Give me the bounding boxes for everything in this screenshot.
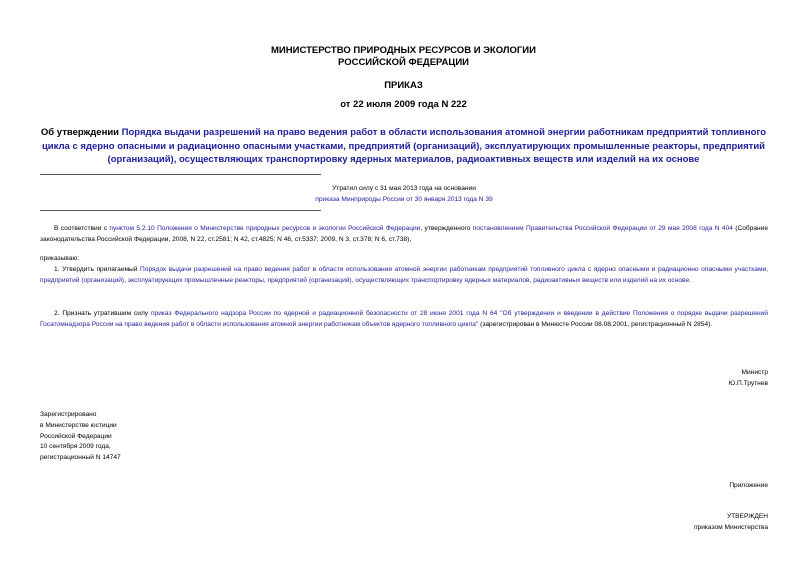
order-word: приказываю: xyxy=(40,255,80,262)
doc-date: от 22 июля 2009 года N 222 xyxy=(340,99,467,110)
status-note xyxy=(40,184,768,206)
title-link[interactable]: Порядка выдачи разрешений на право ведения работ в области использования атомной энергии работникам предприятий топливного цикла с ядерно опасными и радиационно опасными участками, предприятий (организаций), эксплуатирующих промышленные реакторы, предприятий (организаций), осуществляющих транспортировку ядерных материалов, радиоактивных веществ или изделий на их основе xyxy=(41,127,767,165)
preamble-link-1[interactable]: пунктом 5.2.10 Положения о Министерстве природных ресурсов и экологии Российской Федерации xyxy=(109,225,421,232)
order-item-2 xyxy=(40,309,768,331)
ministry-line-1: МИНИСТЕРСТВО ПРИРОДНЫХ РЕСУРСОВ И ЭКОЛОГИИ xyxy=(271,45,536,56)
signature-block xyxy=(729,368,768,390)
registration-line: Зарегистрировано xyxy=(40,411,97,418)
approved-by-order: приказом Министерства xyxy=(693,524,768,531)
preamble-link-2[interactable]: постановлением Правительства Российской Федерации от 29 мая 2008 года N 404 xyxy=(472,225,733,232)
signature-position: Министр xyxy=(741,369,768,376)
divider-bottom xyxy=(40,210,321,211)
approved-label: УТВЕРЖДЕН xyxy=(726,513,768,520)
item1-link[interactable]: Порядок выдачи разрешений на право ведения работ в области использования атомной энергии работникам предприятий топливного цикла с ядерно опасными и радиационно опасными участками, предприятий (организаций), эксплуатирующих промышленные реакторы, предприятий (организаций), осуществляющих транспортировку ядерных материалов, радиоактивных веществ или изделий на их основе xyxy=(40,266,768,284)
status-line: Утратил силу с 31 мая 2013 года на основании xyxy=(332,185,476,192)
ministry-heading xyxy=(0,45,807,68)
preamble xyxy=(40,224,768,246)
appendix-label: Приложение xyxy=(729,482,768,489)
signature-name: Ю.П.Трутнев xyxy=(728,379,768,387)
registration-line: Российской Федерации xyxy=(40,432,112,440)
item2-text-1: 2. Признать утратившим силу xyxy=(54,310,151,317)
item1-text-1: 1. Утвердить прилагаемый xyxy=(54,266,141,273)
registration-line: в Министерстве юстиции xyxy=(40,421,117,429)
status-link[interactable]: приказа Минприроды России от 30 января 2013 года N 39 xyxy=(315,195,493,203)
doc-type: ПРИКАЗ xyxy=(384,80,423,91)
registration-line: 10 сентября 2009 года, xyxy=(40,443,111,451)
registration-block xyxy=(40,410,121,464)
preamble-text-3: (Собрание законодательства Российской Федерации, 2008, N 22, ст.2581; N 42, ст.4825; N 46, ст.5337; 2009, N 3, ст.378; N 6, ст.738), xyxy=(40,225,768,243)
preamble-text-2: , утвержденного xyxy=(420,225,473,232)
order-item-1 xyxy=(40,265,768,287)
preamble-text-1: В соответствии с xyxy=(54,225,110,232)
item2-text-2: (зарегистрирован в Минюсте России 08.08.2001, регистрационный N 2854). xyxy=(478,320,713,328)
registration-line: регистрационный N 14747 xyxy=(40,454,121,462)
document-title xyxy=(40,126,767,167)
divider-top xyxy=(40,174,321,175)
item1-text-2: . xyxy=(689,276,691,284)
ministry-line-2: РОССИЙСКОЙ ФЕДЕРАЦИИ xyxy=(337,57,469,68)
item2-link[interactable]: приказ Федерального надзора России по ядерной и радиационной безопасности от 28 июня 2001 года N 64 "Об утверждении и введении в действие Положения о порядке выдачи разрешений Госатомнадзора России на право ведения работ в области использования атомной энергии работникам объектов ядерного топливного цикла" xyxy=(40,310,768,328)
title-prefix: Об утверждении xyxy=(40,127,122,138)
